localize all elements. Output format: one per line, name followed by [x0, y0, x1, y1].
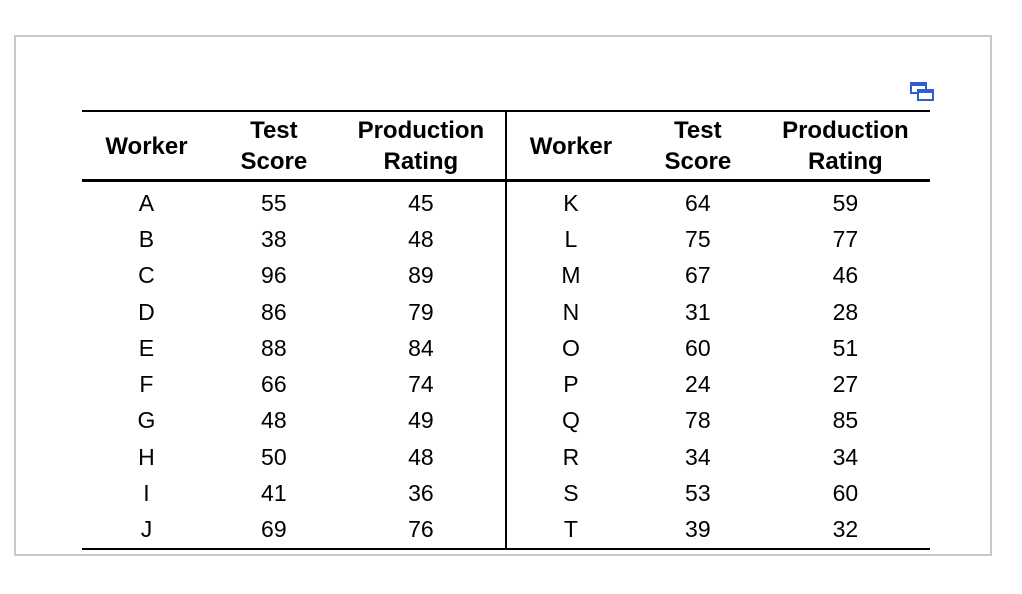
- test-score-cell: 31: [685, 298, 711, 325]
- test-score-cell: 64: [685, 189, 711, 216]
- production-rating-cell: 51: [832, 334, 859, 361]
- header-production-rating-line1: Production: [357, 117, 485, 144]
- test-score-cell: 88: [261, 334, 287, 361]
- popout-window-icon[interactable]: [910, 82, 934, 102]
- production-rating-cell: 74: [337, 366, 506, 402]
- table-row: [82, 258, 930, 294]
- header-test-score: [211, 111, 337, 181]
- header-test-score-line2: Score: [664, 148, 732, 175]
- header-worker: Worker: [529, 132, 613, 160]
- test-score-cell: 53: [685, 480, 711, 507]
- production-rating-cell: 36: [337, 475, 506, 511]
- worker-cell: K: [563, 189, 579, 216]
- production-rating-cell: 32: [761, 512, 930, 549]
- production-rating-cell: 60: [832, 480, 859, 507]
- header-production-rating: [337, 111, 506, 181]
- test-score-cell: 66: [261, 371, 287, 398]
- production-rating-cell: 89: [337, 258, 506, 294]
- header-test-score-line1: Test: [674, 117, 722, 144]
- worker-cell: B: [138, 225, 155, 252]
- table-row: [82, 181, 930, 222]
- worker-cell: G: [137, 407, 156, 434]
- table-row: [82, 439, 930, 475]
- table-row: [82, 512, 930, 549]
- header-production-rating-line1: Production: [782, 117, 909, 144]
- table-row: [82, 330, 930, 366]
- table-header-row: [82, 111, 930, 181]
- test-score-cell: 78: [685, 407, 711, 434]
- header-production-rating: [761, 111, 930, 181]
- production-rating-cell: 49: [337, 403, 506, 439]
- table-row: [82, 294, 930, 330]
- worker-cell: O: [561, 334, 580, 361]
- production-rating-cell: 48: [337, 439, 506, 475]
- test-score-cell: 86: [261, 298, 287, 325]
- production-rating-cell: 85: [832, 407, 859, 434]
- table-row: [82, 221, 930, 257]
- test-score-cell: 50: [261, 443, 287, 470]
- test-score-cell: 39: [635, 512, 761, 549]
- test-score-cell: 38: [261, 225, 287, 252]
- worker-cell: J: [82, 512, 211, 549]
- table-row: [82, 475, 930, 511]
- production-rating-cell: 59: [832, 189, 859, 216]
- worker-cell: N: [562, 298, 580, 325]
- header-test-score-line2: Score: [240, 148, 308, 175]
- production-rating-cell: 77: [832, 225, 859, 252]
- worker-cell: I: [143, 480, 150, 507]
- worker-data-table: [82, 110, 930, 550]
- production-rating-cell: 28: [832, 298, 859, 325]
- worker-cell: D: [138, 298, 155, 325]
- test-score-cell: 24: [685, 371, 711, 398]
- table-panel: [14, 35, 992, 556]
- header-production-rating-line2: Rating: [383, 148, 459, 175]
- worker-cell: L: [564, 225, 578, 252]
- worker-cell: F: [139, 371, 154, 398]
- worker-cell: P: [563, 371, 579, 398]
- worker-cell: C: [138, 262, 155, 289]
- worker-cell: M: [561, 262, 581, 289]
- test-score-cell: 67: [685, 262, 711, 289]
- header-test-score: [635, 111, 761, 181]
- production-rating-cell: 76: [337, 512, 506, 549]
- test-score-cell: 55: [261, 189, 287, 216]
- worker-cell: R: [562, 443, 580, 470]
- test-score-cell: 96: [261, 262, 287, 289]
- header-worker: Worker: [105, 132, 188, 160]
- production-rating-cell: 45: [337, 181, 506, 222]
- production-rating-cell: 34: [832, 443, 859, 470]
- production-rating-cell: 48: [337, 221, 506, 257]
- worker-cell: E: [138, 334, 155, 361]
- worker-cell: A: [138, 189, 155, 216]
- production-rating-cell: 84: [337, 330, 506, 366]
- worker-cell: H: [138, 443, 155, 470]
- table-row: [82, 403, 930, 439]
- test-score-cell: 69: [211, 512, 337, 549]
- worker-cell: S: [563, 480, 579, 507]
- test-score-cell: 60: [685, 334, 711, 361]
- worker-cell: Q: [561, 407, 580, 434]
- test-score-cell: 48: [261, 407, 287, 434]
- production-rating-cell: 27: [832, 371, 859, 398]
- production-rating-cell: 46: [832, 262, 859, 289]
- test-score-cell: 41: [261, 480, 287, 507]
- test-score-cell: 75: [685, 225, 711, 252]
- worker-cell: T: [506, 512, 635, 549]
- header-test-score-line1: Test: [250, 117, 298, 144]
- production-rating-cell: 79: [337, 294, 506, 330]
- test-score-cell: 34: [685, 443, 711, 470]
- table-row: [82, 366, 930, 402]
- header-production-rating-line2: Rating: [808, 148, 883, 175]
